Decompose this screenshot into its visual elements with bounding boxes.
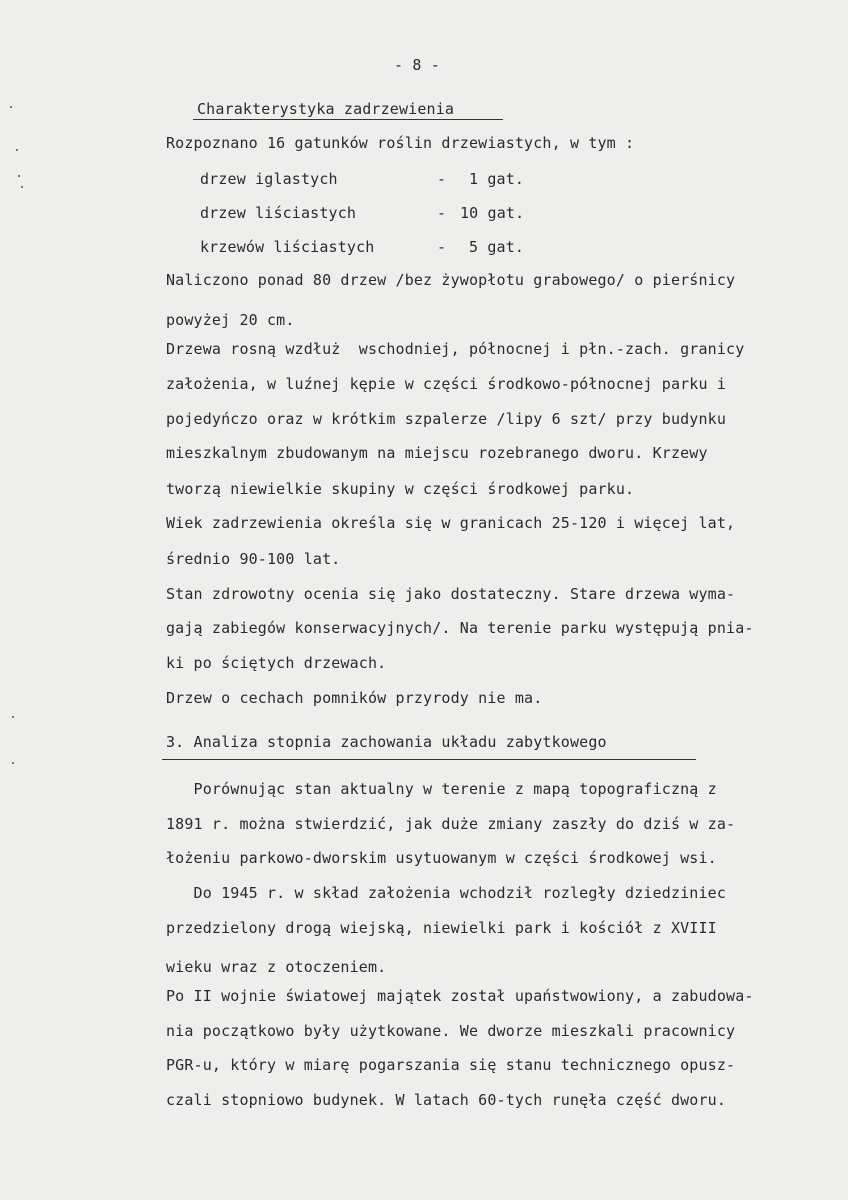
margin-mark — [12, 762, 14, 764]
text-line: Porównując stan aktualny w terenie z mapą topograficzną z — [166, 780, 717, 798]
text-line: Naliczono ponad 80 drzew /bez żywopłotu grabowego/ o pierśnicy — [166, 271, 736, 289]
species-row-count: 10 gat. — [460, 204, 525, 222]
text-line: ki po ściętych drzewach. — [166, 654, 387, 672]
species-row-count: 5 gat. — [469, 238, 525, 256]
heading-underline — [193, 119, 503, 120]
species-row-dash: - — [437, 238, 447, 256]
margin-mark — [16, 149, 18, 151]
species-row-count: 1 gat. — [469, 170, 525, 188]
species-row-dash: - — [437, 170, 447, 188]
text-line: założenia, w luźnej kępie w części środkowo-północnej parku i — [166, 375, 727, 393]
text-line: powyżej 20 cm. — [166, 311, 295, 329]
text-line: PGR-u, który w miarę pogarszania się stanu technicznego opusz- — [166, 1056, 736, 1074]
species-row-label: drzew liściastych — [200, 204, 357, 222]
margin-mark — [21, 186, 23, 188]
text-line: Drzew o cechach pomników przyrody nie ma. — [166, 689, 543, 707]
species-row-label: drzew iglastych — [200, 170, 338, 188]
margin-mark — [10, 106, 12, 108]
page-number: - 8 - — [394, 56, 440, 74]
margin-mark — [12, 716, 14, 718]
species-row-dash: - — [437, 204, 447, 222]
section-heading-zadrzewienie: Charakterystyka zadrzewienia — [197, 100, 455, 118]
text-line: 1891 r. można stwierdzić, jak duże zmiany zaszły do dziś w za- — [166, 815, 736, 833]
margin-mark — [18, 175, 20, 177]
text-line: tworzą niewielkie skupiny w części środkowej parku. — [166, 480, 635, 498]
text-line: nia początkowo były użytkowane. We dworze mieszkali pracownicy — [166, 1022, 736, 1040]
text-line: pojedyńczo oraz w krótkim szpalerze /lipy 6 szt/ przy budynku — [166, 410, 727, 428]
text-line: Po II wojnie światowej majątek został upaństwowiony, a zabudowa- — [166, 987, 754, 1005]
text-line: gają zabiegów konserwacyjnych/. Na terenie parku występują pnia- — [166, 619, 754, 637]
text-line: Drzewa rosną wzdłuż wschodniej, północnej i płn.-zach. granicy — [166, 340, 745, 358]
text-line: przedzielony drogą wiejską, niewielki park i kościół z XVIII — [166, 919, 717, 937]
heading-underline — [162, 759, 696, 760]
species-row-label: krzewów liściastych — [200, 238, 375, 256]
text-line: czali stopniowo budynek. W latach 60-tych runęła część dworu. — [166, 1091, 727, 1109]
text-line: średnio 90-100 lat. — [166, 550, 341, 568]
text-line: Wiek zadrzewienia określa się w granicach 25-120 i więcej lat, — [166, 514, 736, 532]
text-line: mieszkalnym zbudowanym na miejscu rozebranego dworu. Krzewy — [166, 444, 708, 462]
text-line: łożeniu parkowo-dworskim usytuowanym w części środkowej wsi. — [166, 849, 717, 867]
text-line: Stan zdrowotny ocenia się jako dostateczny. Stare drzewa wyma- — [166, 585, 736, 603]
species-intro: Rozpoznano 16 gatunków roślin drzewiastych, w tym : — [166, 134, 635, 152]
section-heading-analiza: 3. Analiza stopnia zachowania układu zabytkowego — [166, 733, 607, 751]
text-line: Do 1945 r. w skład założenia wchodził rozległy dziedziniec — [166, 884, 727, 902]
text-line: wieku wraz z otoczeniem. — [166, 958, 387, 976]
